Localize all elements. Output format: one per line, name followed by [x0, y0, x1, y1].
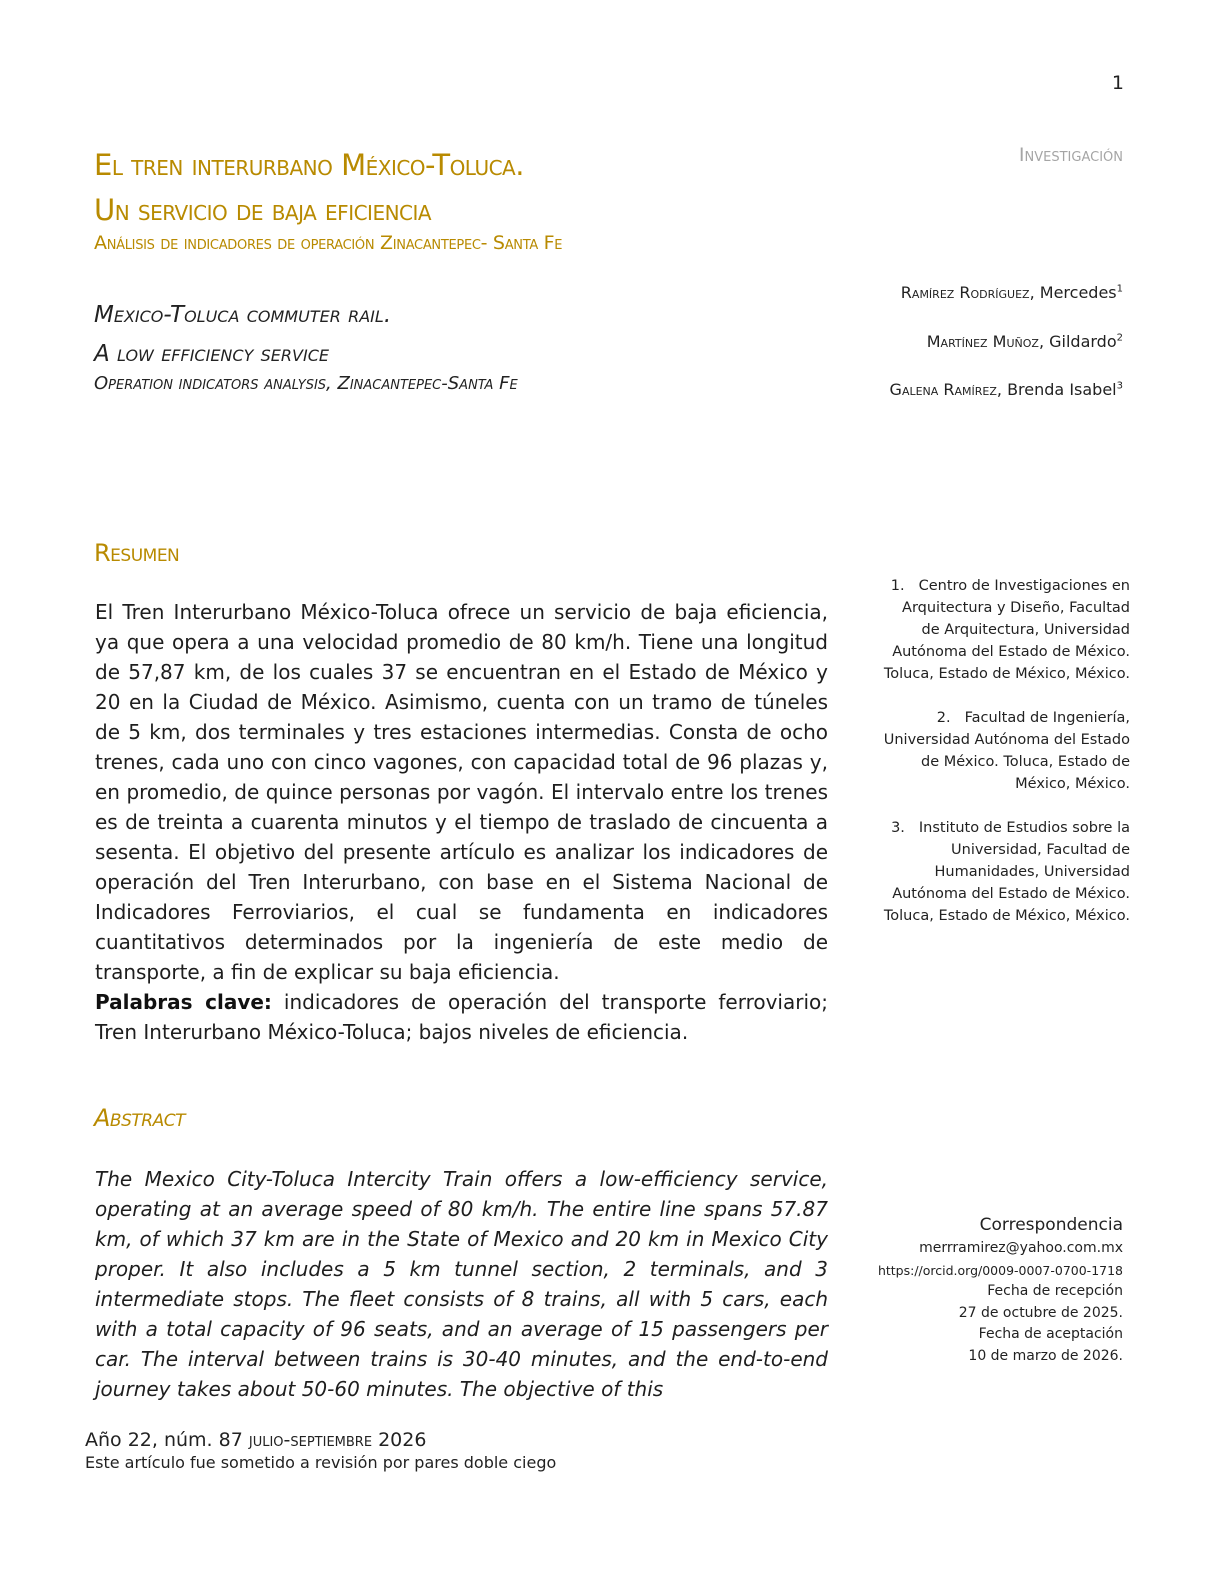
affiliation-3	[880, 817, 1130, 927]
author-surname: Galena Ramírez	[889, 380, 997, 399]
title-es-line-2: Un servicio de baja eficiencia	[94, 193, 432, 227]
received-date: 27 de octubre de 2025.	[958, 1304, 1123, 1321]
resumen-heading: Resumen	[94, 539, 180, 567]
received-label: Fecha de recepción	[987, 1283, 1123, 1299]
issue-period: julio-septiembre 2026	[248, 1429, 427, 1451]
article-subtitle-english: Operation indicators analysis, Zinacantepec-Santa Fe	[94, 373, 518, 394]
issue-number: Año 22, núm. 87	[85, 1429, 249, 1451]
author-affiliation-mark: 2	[1116, 332, 1123, 344]
author-given-name: , Mercedes	[1029, 283, 1117, 302]
title-en-line-2: A low efficiency service	[94, 341, 329, 367]
affiliation-number: 3.	[891, 820, 905, 836]
accepted-date: 10 de marzo de 2026.	[968, 1347, 1123, 1364]
keywords-label: Palabras clave:	[95, 990, 272, 1014]
author-2	[800, 332, 1123, 381]
article-title-english	[94, 296, 794, 374]
article-title-spanish	[94, 143, 794, 233]
author-3	[800, 380, 1123, 429]
article-subtitle-spanish: Análisis de indicadores de operación Zinacantepec- Santa Fe	[94, 232, 563, 254]
affiliation-text: Centro de Investigaciones en Arquitectura y Diseño, Facultad de Arquitectura, Universidad Autónoma del Estado de México. Toluca, Estado de México, México.	[883, 578, 1130, 682]
page-number: 1	[1111, 72, 1124, 94]
author-given-name: , Brenda Isabel	[996, 380, 1117, 399]
affiliations	[880, 575, 1130, 949]
author-list	[800, 283, 1123, 429]
orcid-link[interactable]: https://orcid.org/0009-0007-0700-1718	[877, 1262, 1123, 1278]
author-surname: Ramírez Rodríguez	[900, 283, 1030, 302]
issue-info	[85, 1428, 785, 1452]
correspondence-block	[860, 1212, 1123, 1367]
author-surname: Martínez Muñoz	[926, 331, 1039, 351]
affiliation-number: 1.	[890, 578, 905, 594]
resumen-text: El Tren Interurbano México-Toluca ofrece un servicio de baja eficiencia, ya que opera a una velocidad promedio de 80 km/h. Tiene una longitud de 57,87 km, de los cuales 37 se encuentran en el Estado de México y 20 en la Ciudad de México. Asimismo, cuenta con un tramo de túneles de 5 km, dos terminales y tres estaciones intermedias. Consta de ocho trenes, cada uno con cinco vagones, con capacidad total de 96 plazas y, en promedio, de quince personas por vagón. El intervalo entre los trenes es de treinta a cuarenta minutos y el tiempo de traslado de cincuenta a sesenta. El objetivo del presente artículo es analizar los indicadores de operación del Tren Interurbano, con base en el Sistema Nacional de Indicadores Ferroviarios, el cual se fundamenta en indicadores cuantitativos determinados por la ingeniería de este medio de transporte, a fin de explicar su baja eficiencia.	[95, 600, 828, 984]
author-affiliation-mark: 1	[1116, 283, 1123, 295]
title-en-line-1: Mexico-Toluca commuter rail.	[94, 302, 392, 328]
peer-review-note: Este artículo fue sometido a revisión por pares doble ciego	[85, 1453, 557, 1472]
footer	[85, 1428, 785, 1474]
correspondence-email[interactable]: merrramirez@yahoo.com.mx	[919, 1240, 1123, 1256]
accepted-label: Fecha de aceptación	[978, 1326, 1123, 1342]
author-affiliation-mark: 3	[1116, 380, 1123, 392]
affiliation-number: 2.	[936, 710, 951, 726]
affiliation-text: Instituto de Estudios sobre la Universidad, Facultad de Humanidades, Universidad Autónoma del Estado de México. Toluca, Estado de México, México.	[883, 820, 1130, 924]
section-tag: Investigación	[1018, 144, 1123, 166]
correspondence-heading: Correspondencia	[979, 1215, 1123, 1235]
affiliation-text: Facultad de Ingeniería, Universidad Autónoma del Estado de México. Toluca, Estado de México, México.	[883, 710, 1130, 792]
affiliation-2	[880, 707, 1130, 795]
author-1	[800, 283, 1123, 332]
title-es-line-1: El tren interurbano México-Toluca.	[94, 148, 524, 182]
keywords	[95, 987, 828, 1047]
abstract-text: The Mexico City-Toluca Intercity Train offers a low-efficiency service, operating at an average speed of 80 km/h. The entire line spans 57.87 km, of which 37 km are in the State of Mexico and 20 km in Mexico City proper. It also includes a 5 km tunnel section, 2 terminals, and 3 intermediate stops. The fleet consists of 8 trains, all with 5 cars, each with a total capacity of 96 seats, and an average of 15 passengers per car. The interval between trains is 30-40 minutes, and the end-to-end journey takes about 50-60 minutes. The objective of this	[95, 1167, 828, 1401]
author-given-name: , Gildardo	[1038, 331, 1117, 351]
keywords-text: indicadores de operación del transporte ferroviario; Tren Interurbano México-Toluca; bajos niveles de eficiencia.	[95, 990, 828, 1044]
affiliation-1	[880, 575, 1130, 685]
abstract-heading: Abstract	[94, 1104, 185, 1132]
